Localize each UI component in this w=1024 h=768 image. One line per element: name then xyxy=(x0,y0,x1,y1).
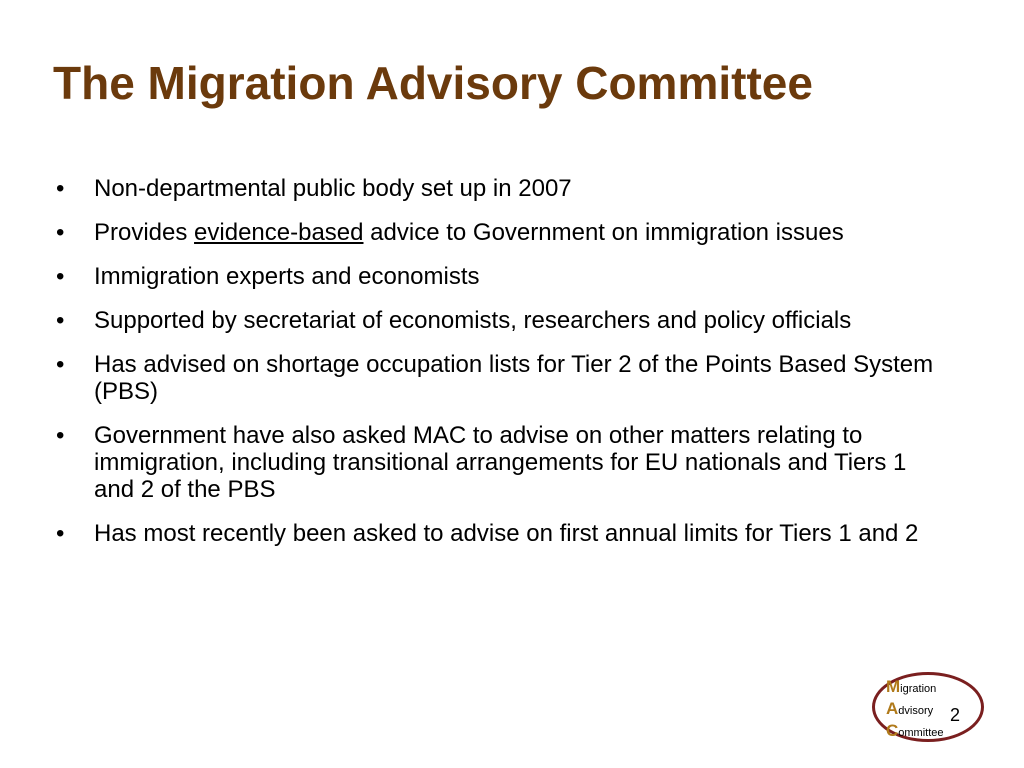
logo-rest-advisory: dvisory xyxy=(898,705,934,717)
underlined-emphasis: evidence-based xyxy=(194,219,364,246)
logo-text xyxy=(886,677,944,743)
logo-rest-committee: ommittee xyxy=(898,727,944,739)
bullet-text: Has most recently been asked to advise on first annual limits for Tiers 1 and 2 xyxy=(94,520,919,547)
logo-line-migration xyxy=(886,677,944,699)
bullet-dot: • xyxy=(56,263,65,290)
bullet-item xyxy=(56,219,936,246)
bullet-item xyxy=(56,351,936,405)
bullet-item xyxy=(56,520,936,547)
logo-rest-migration: igration xyxy=(900,683,937,695)
bullet-list xyxy=(56,175,936,564)
bullet-dot: • xyxy=(56,351,65,378)
bullet-item xyxy=(56,307,936,334)
slide-title: The Migration Advisory Committee xyxy=(53,57,813,109)
bullet-text: Government have also asked MAC to advise on other matters relating to immigration, including transitional arrangements for EU nationals and Tiers 1 and 2 of the PBS xyxy=(94,422,907,503)
logo-line-committee xyxy=(886,721,944,743)
bullet-dot: • xyxy=(56,307,65,334)
page-number: 2 xyxy=(950,705,961,725)
bullet-item xyxy=(56,175,936,202)
mac-logo xyxy=(872,672,990,748)
bullet-dot: • xyxy=(56,175,65,202)
bullet-text-after: advice to Government on immigration issues xyxy=(363,219,844,246)
bullet-text-before: Provides xyxy=(94,219,195,246)
bullet-text: Supported by secretariat of economists, researchers and policy officials xyxy=(94,307,852,334)
bullet-text: Has advised on shortage occupation lists for Tier 2 of the Points Based System (PBS) xyxy=(94,351,934,405)
bullet-item xyxy=(56,263,936,290)
logo-initial-a: A xyxy=(886,699,899,718)
bullet-text: Non-departmental public body set up in 2007 xyxy=(94,175,572,202)
bullet-dot: • xyxy=(56,520,65,547)
logo-line-advisory xyxy=(886,699,944,721)
logo-initial-m: M xyxy=(886,677,901,696)
bullet-dot: • xyxy=(56,219,65,246)
logo-initial-c: C xyxy=(886,721,899,740)
bullet-text: Immigration experts and economists xyxy=(94,263,480,290)
bullet-dot: • xyxy=(56,422,65,449)
bullet-item xyxy=(56,422,936,503)
